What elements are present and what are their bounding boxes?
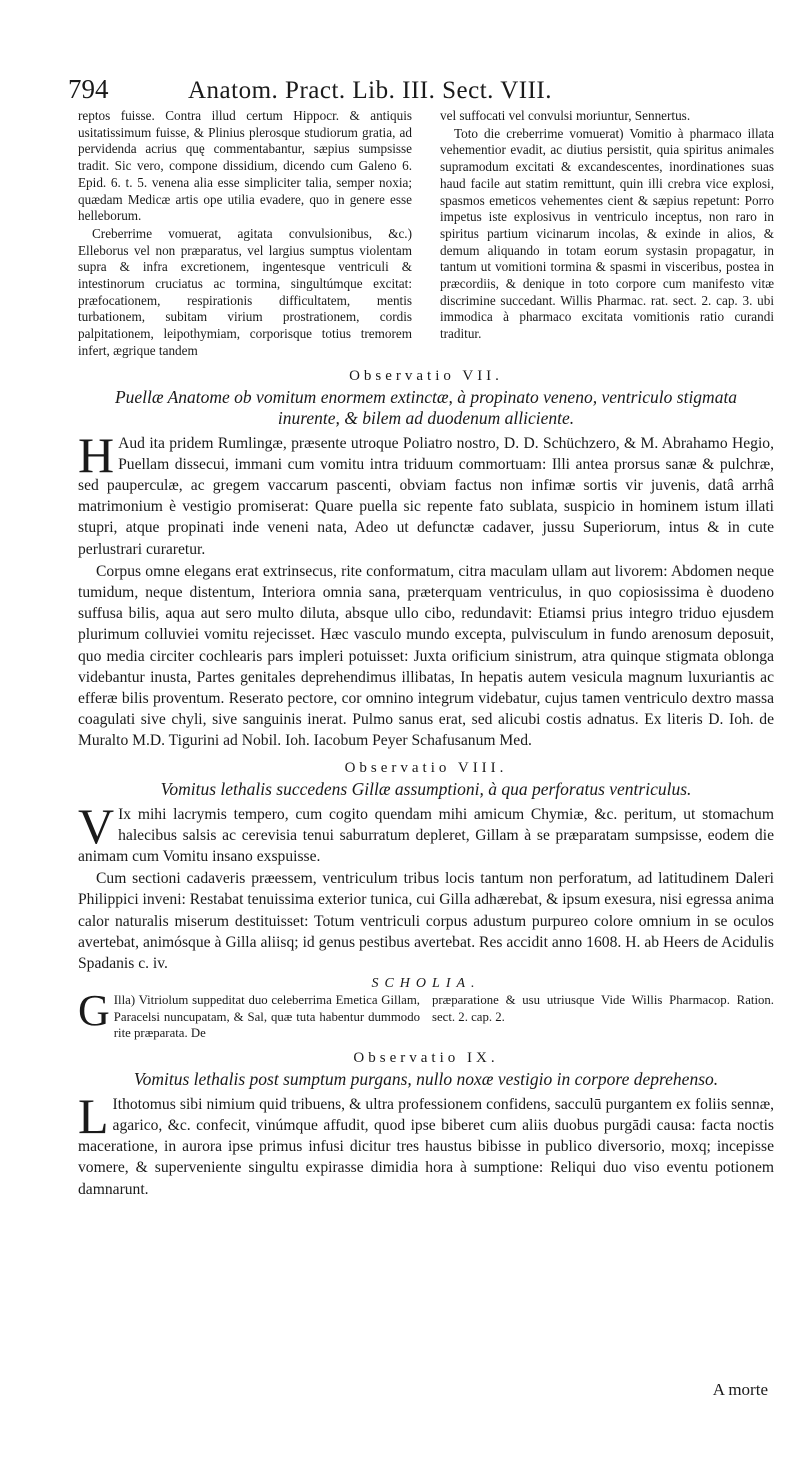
scholia-left-text: Illa) Vitriolum suppeditat duo celeberrima Emetica Gillam, Paracelsi nuncupatam, & Sal, quæ tuta habentur dummodo rite præparata. De: [113, 993, 420, 1041]
observation-7-paragraph-2: Corpus omne elegans erat extrinsecus, rite conformatum, citra maculam ullam aut livorem: Abdomen neque tumidum, neque distentum, Interiora omnia sana, præterquam ventriculus, in quo copiosissima è duodeno suffusa bilis, aqua aut sero multo diluta, absque ullo cibo, redundavit: Etiamsi prius integro triduo ejusdem plurimum colluviei vomitu rejecisset. Hæc vasculo mundo excepta, pulvisculum in fundo arenosum deposuit, quo media circiter cochlearis pars impleri potuisset: Juxta orificium sinistrum, atra quinque stigmata oblonga videbantur inusta, Partes genitales deprehendimus illibatas, In hepatis autem vesicula magnum luxuriantis ac efferæ bilis proventum. Reserato pectore, cor omnino integrum videbatur, cujus tamen ventriculo dextro massa coagulati sive chyli, sive sanguinis inerat. Pulmo sanus erat, sed alicubi costis adnatus. Ex literis D. Ioh. de Muralto M.D. Tigurini ad Nobil. Ioh. Iacobum Peyer Schafusanum Med.: [78, 562, 774, 750]
observation-8-subtitle: Vomitus lethalis succedens Gillæ assumptioni, à qua perforatus ventriculus.: [160, 778, 692, 799]
left-column: [78, 108, 412, 360]
observation-7: [78, 368, 774, 752]
right-column-paragraph-1: vel suffocati vel convulsi moriuntur, Sennertus.: [440, 108, 691, 123]
dropcap: G: [78, 986, 110, 1036]
catchword: A morte: [712, 1380, 768, 1399]
scholia-title: SCHOLIA.: [371, 976, 481, 992]
page-number: 794: [68, 74, 109, 104]
page-header: [68, 74, 774, 108]
scholia: [78, 986, 774, 1042]
top-two-columns: [78, 108, 774, 360]
observation-7-title: Observatio VII.: [349, 367, 503, 384]
right-column: [440, 108, 774, 360]
observation-7-subtitle: Puellæ Anatome ob vomitum enormem extinctæ, à propinato veneno, ventriculo stigmata inurente, & bilem ad duodenum alliciente.: [114, 386, 738, 428]
observation-9-paragraph-1-text: Ithotomus sibi nimium quid tribuens, & ultra professionem confidens, sacculū purgantem ex foliis sennæ, agarico, &c. confecit, vinúmque affudit, quod ipse biberet cum aliis duobus purgādi causa: facta noctis maceratione, in aurora ipse primus infusi dicitur tres haustus bibisse in publico diversorio, moxq; incepisse vomere, & superveniente singultu expirasse dimidia hora à sumptione: Reliqui duo viso eventu potionem damnarunt.: [78, 1095, 774, 1198]
observation-8-paragraph-1-text: Ix mihi lacrymis tempero, cum cogito quendam mihi amicum Chymiæ, &c. peritum, ut stomachum halecibus salsis ac cerevisia tenui saburratum depleret, Gillam à se præparatam sumpsisse, eodem die animam cum Vomitu insano exspuisse.: [78, 805, 774, 865]
observation-7-paragraph-1-text: Aud ita pridem Rumlingæ, præsente utroque Poliatro nostro, D. D. Schüchzero, & M. Abrahamo Hegio, Puellam dissecui, immani cum vomitu intra triduum commortuam: Illi antea prorsus sanæ & pulchræ, sed pauperculæ, ac gregem vaccarum pascenti, obviam factus non infimæ sortis vir juvenis, datâ arrhâ matrimonium è vestigio promiserat: Quare puella sic repente fato sublata, suspicio in hominem istum illati stupri, atque propinati inde veneni nata, Adeo ut defunctæ cadaver, jussu Superiorum, intus & in cute perlustrari curaretur.: [78, 434, 774, 558]
observation-9-paragraph-1: [78, 1087, 774, 1200]
observation-8-paragraph-2: Cum sectioni cadaveris præessem, ventriculum tribus locis tantum non perforatum, ad latitudinem Daleri Philippici inveni: Restabat tenuissima exterior tunica, cui Gilla adhærebat, & ipsum exesura, nisi egressa anima calor naturalis miserum destituisset: Totum ventriculi corpus adustum purpureo colore omnium in se oculos avertebat, animósque à Gilla aliisq; id genus pestibus avertebat. Res accidit anno 1608. H. ab Heers de Acidulis Spadanis c. iv.: [78, 870, 774, 973]
running-title: Anatom. Pract. Lib. III. Sect. VIII.: [188, 77, 552, 104]
observation-8-paragraph-1: [78, 797, 774, 868]
observation-9-title: Observatio IX.: [353, 1049, 499, 1066]
observation-9: [78, 1050, 774, 1200]
right-column-paragraph-2: Toto die creberrime vomuerat) Vomitio à pharmaco illata vehementior evadit, ac diutius persistit, quia spiritus animales supramodum excitati & excandescentes, inordinationes suas haud facile aut statim remittunt, quin illi crebra vice explosi, spasmos emeticos vehementes cient & sæpius repetunt: Porro impetus iste explosivus in ventriculo inceptus, non raro in spiritus partium vicinarum incolas, & exinde in alios, & demum aliquando in totam eorum systasin propagatur, in tantum ut vomitioni tormina & spasmi in visceribus, postea in præcordiis, & denique in toto corpore cum manifesto vitæ discrimine succedant. Willis Pharmac. rat. sect. 2. cap. 3. ubi immodica à pharmaco excitata vomitionis ratio curandi traditur.: [440, 125, 774, 342]
dropcap: V: [78, 797, 115, 854]
observation-7-paragraph-1: [78, 426, 774, 560]
scholia-right: præparatione & usu utriusque Vide Willis Pharmacop. Ration. sect. 2. cap. 2.: [432, 993, 774, 1024]
observation-8: [78, 760, 774, 1042]
left-column-paragraph-2: Creberrime vomuerat, agitata convulsionibus, &c.) Elleborus vel non præparatus, vel largius sumptus violentam supra & infra excretionem, ingentesque ventriculi & intestinorum cruciatus ac tormina, singultúmque excitat: præfocationem, respirationis difficultatem, mentis turbationem, subitam virium prostrationem, cordis palpitationem, leipothymiam, corporisque totius tremorem infert, ægrique tandem: [78, 225, 412, 358]
dropcap: L: [78, 1087, 109, 1144]
dropcap: H: [78, 426, 115, 483]
observation-9-subtitle: Vomitus lethalis post sumptum purgans, nullo noxæ vestigio in corpore deprehenso.: [133, 1068, 719, 1089]
scholia-left: [78, 986, 420, 1042]
left-column-paragraph-1: reptos fuisse. Contra illud certum Hippocr. & antiquis usitatissimum fuisse, & Plinius plerosque studiorum gratia, ad pervidenda acrius quę commentabantur, sæpius sumpsisse tradit. Sic vero, compone dissidium, dicendo cum Galeno 6. Epid. 6. t. 5. venena alia esse simpliciter talia, semper noxia; quædam Medicæ artis ope utilia evadere, quo in genere esse helleborum.: [78, 108, 412, 224]
observation-8-title: Observatio VIII.: [344, 759, 508, 776]
